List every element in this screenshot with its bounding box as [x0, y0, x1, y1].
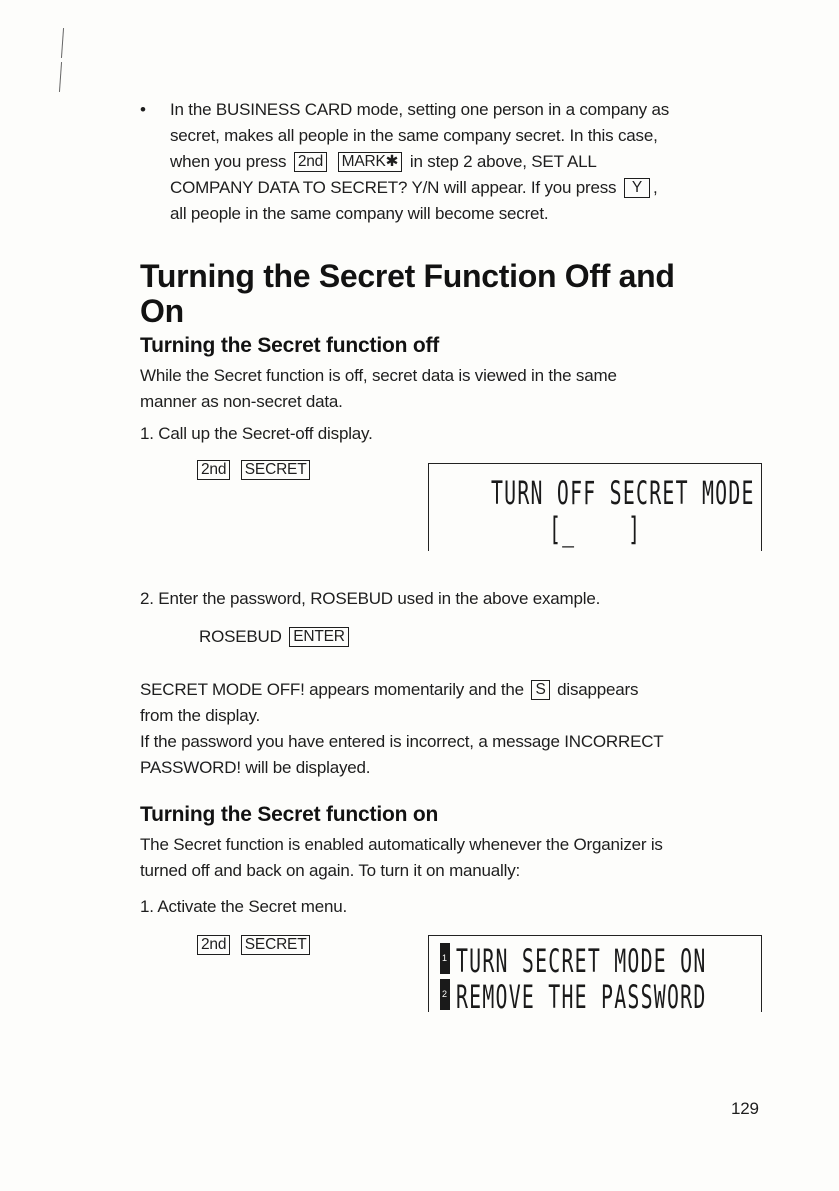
- text-line: The Secret function is enabled automatically whenever the Organizer is: [140, 835, 663, 854]
- section-title-line: On: [140, 293, 184, 329]
- text-line: turned off and back on again. To turn it on manually:: [140, 861, 521, 880]
- key-enter: ENTER: [289, 627, 349, 647]
- off-step-2-input: [199, 624, 352, 650]
- margin-mark: [59, 62, 62, 92]
- text: disappears: [557, 680, 639, 699]
- menu-item: TURN SECRET MODE ON: [456, 942, 707, 980]
- key-2nd: 2nd: [197, 935, 230, 955]
- subheading-on: Turning the Secret function on: [140, 803, 439, 826]
- bullet-line: [170, 175, 780, 201]
- text-line: If the password you have entered is incorrect, a message INCORRECT: [140, 732, 664, 751]
- bullet-paragraph: [140, 97, 780, 227]
- text-line: PASSWORD! will be displayed.: [140, 758, 371, 777]
- bullet-line: In the BUSINESS CARD mode, setting one person in a company as: [170, 100, 670, 119]
- text-line: from the display.: [140, 706, 261, 725]
- menu-item: REMOVE THE PASSWORD: [456, 978, 707, 1016]
- section-title: [140, 259, 780, 329]
- key-secret: SECRET: [241, 935, 311, 955]
- lcd-display-on: [428, 935, 762, 1016]
- menu-number: 2: [442, 989, 448, 999]
- page-number: 129: [731, 1099, 759, 1118]
- menu-number: 1: [442, 953, 448, 963]
- key-secret: SECRET: [241, 460, 311, 480]
- subheading-off: Turning the Secret function off: [140, 334, 440, 357]
- menu-number-marker-1: [440, 943, 450, 974]
- key-2nd: 2nd: [294, 152, 327, 172]
- key-s: S: [531, 680, 549, 700]
- typed-password: ROSEBUD: [199, 627, 282, 646]
- bullet-line: secret, makes all people in the same company secret. In this case,: [170, 126, 658, 145]
- text: in step 2 above, SET ALL: [409, 152, 597, 171]
- text: ,: [653, 178, 658, 197]
- on-intro: [140, 832, 800, 884]
- off-intro: [140, 363, 780, 415]
- menu-number-marker-2: [440, 979, 450, 1010]
- text: COMPANY DATA TO SECRET? Y/N will appear. If you press: [170, 178, 617, 197]
- bullet-line: [170, 149, 780, 175]
- text-line: While the Secret function is off, secret data is viewed in the same: [140, 366, 617, 385]
- key-2nd: 2nd: [197, 460, 230, 480]
- section-title-line: Turning the Secret Function Off and: [140, 258, 675, 294]
- key-y: Y: [624, 178, 650, 198]
- lcd-display-off: [428, 463, 762, 551]
- key-mark: MARK✱: [338, 152, 403, 172]
- off-step-2: 2. Enter the password, ROSEBUD used in the above example.: [140, 589, 601, 608]
- text-line: [140, 677, 800, 703]
- bullet-dot: •: [140, 100, 146, 119]
- text: SECRET MODE OFF! appears momentarily and the: [140, 680, 524, 699]
- off-keys: [194, 457, 313, 483]
- text-line: manner as non-secret data.: [140, 392, 343, 411]
- on-keys: [194, 932, 313, 958]
- margin-mark: [61, 28, 64, 58]
- on-step-1: 1. Activate the Secret menu.: [140, 897, 348, 916]
- off-step-1: 1. Call up the Secret-off display.: [140, 424, 373, 443]
- text: when you press: [170, 152, 287, 171]
- lcd-line: [_ ]: [549, 510, 642, 548]
- bullet-line: all people in the same company will become secret.: [170, 204, 549, 223]
- off-result: [140, 677, 800, 781]
- lcd-line: TURN OFF SECRET MODE: [491, 474, 755, 512]
